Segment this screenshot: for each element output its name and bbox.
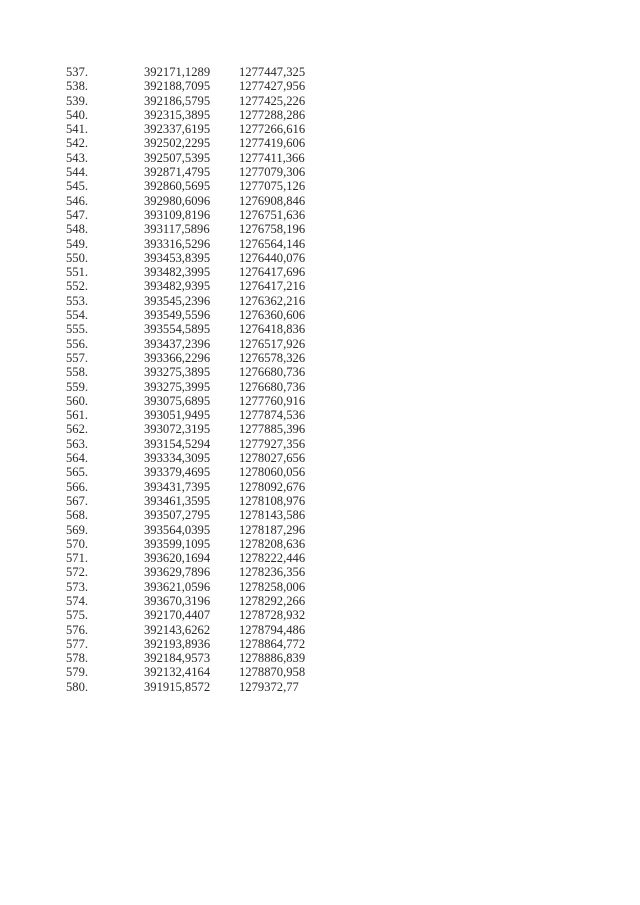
y-coordinate: 1276564,146 — [239, 236, 306, 251]
table-row — [66, 537, 339, 551]
x-coordinate: 393482,9395 — [144, 279, 211, 294]
y-coordinate: 1276680,736 — [239, 379, 306, 394]
x-coordinate: 392171,1289 — [144, 65, 211, 79]
table-row — [66, 194, 339, 208]
table-row — [66, 437, 339, 451]
point-number: 546. — [66, 193, 89, 208]
coordinate-table — [66, 65, 339, 694]
table-row — [66, 523, 339, 537]
x-coordinate: 393154,5294 — [144, 436, 211, 451]
table-row — [66, 408, 339, 422]
y-coordinate: 1277447,325 — [239, 65, 306, 79]
y-coordinate: 1278292,266 — [239, 593, 306, 608]
table-row — [66, 94, 339, 108]
point-number: 577. — [66, 636, 89, 651]
x-coordinate: 393334,3095 — [144, 451, 211, 466]
table-row — [66, 651, 339, 665]
point-number: 557. — [66, 350, 89, 365]
point-number: 572. — [66, 565, 89, 580]
table-row — [66, 179, 339, 193]
y-coordinate: 1277419,606 — [239, 136, 306, 151]
y-coordinate: 1278108,976 — [239, 493, 306, 508]
x-coordinate: 392193,8936 — [144, 636, 211, 651]
table-row — [66, 380, 339, 394]
table-row — [66, 351, 339, 365]
point-number: 555. — [66, 322, 89, 337]
y-coordinate: 1276578,326 — [239, 350, 306, 365]
y-coordinate: 1278060,056 — [239, 465, 306, 480]
y-coordinate: 1277874,536 — [239, 408, 306, 423]
x-coordinate: 392132,4164 — [144, 665, 211, 680]
point-number: 550. — [66, 250, 89, 265]
point-number: 574. — [66, 593, 89, 608]
point-number: 541. — [66, 122, 89, 137]
table-row — [66, 594, 339, 608]
table-row — [66, 208, 339, 222]
x-coordinate: 393554,5895 — [144, 322, 211, 337]
x-coordinate: 393461,3595 — [144, 493, 211, 508]
point-number: 553. — [66, 293, 89, 308]
point-number: 563. — [66, 436, 89, 451]
point-number: 559. — [66, 379, 89, 394]
point-number: 558. — [66, 365, 89, 380]
point-number: 551. — [66, 265, 89, 280]
table-row — [66, 494, 339, 508]
y-coordinate: 1277266,616 — [239, 122, 306, 137]
x-coordinate: 392184,9573 — [144, 651, 211, 666]
y-coordinate: 1278864,772 — [239, 636, 306, 651]
table-row — [66, 294, 339, 308]
table-row — [66, 480, 339, 494]
x-coordinate: 393109,8196 — [144, 207, 211, 222]
table-row — [66, 265, 339, 279]
table-row — [66, 222, 339, 236]
x-coordinate: 393437,2396 — [144, 336, 211, 351]
y-coordinate: 1277427,956 — [239, 79, 306, 94]
y-coordinate: 1277288,286 — [239, 107, 306, 122]
table-row — [66, 422, 339, 436]
table-row — [66, 251, 339, 265]
y-coordinate: 1277425,226 — [239, 93, 306, 108]
y-coordinate: 1278886,839 — [239, 651, 306, 666]
y-coordinate: 1277079,306 — [239, 165, 306, 180]
table-row — [66, 308, 339, 322]
table-row — [66, 136, 339, 150]
x-coordinate: 392871,4795 — [144, 165, 211, 180]
x-coordinate: 393117,5896 — [144, 222, 210, 237]
point-number: 570. — [66, 536, 89, 551]
x-coordinate: 393051,9495 — [144, 408, 211, 423]
point-number: 544. — [66, 165, 89, 180]
x-coordinate: 393431,7395 — [144, 479, 211, 494]
x-coordinate: 393629,7896 — [144, 565, 211, 580]
table-row — [66, 79, 339, 93]
point-number: 552. — [66, 279, 89, 294]
x-coordinate: 393275,3995 — [144, 379, 211, 394]
table-row — [66, 365, 339, 379]
table-row — [66, 565, 339, 579]
point-number: 578. — [66, 651, 89, 666]
x-coordinate: 392170,4407 — [144, 608, 211, 623]
x-coordinate: 392188,7095 — [144, 79, 211, 94]
x-coordinate: 393549,5596 — [144, 308, 211, 323]
table-row — [66, 394, 339, 408]
x-coordinate: 393075,6895 — [144, 393, 211, 408]
coordinate-table-body — [66, 65, 339, 694]
table-row — [66, 580, 339, 594]
point-number: 580. — [66, 679, 89, 694]
table-row — [66, 623, 339, 637]
table-row — [66, 237, 339, 251]
y-coordinate: 1276758,196 — [239, 222, 306, 237]
point-number: 539. — [66, 93, 89, 108]
x-coordinate: 393379,4695 — [144, 465, 211, 480]
y-coordinate: 1278027,656 — [239, 451, 306, 466]
table-row — [66, 122, 339, 136]
x-coordinate: 393599,1095 — [144, 536, 211, 551]
table-row — [66, 337, 339, 351]
y-coordinate: 1278187,296 — [239, 522, 306, 537]
point-number: 579. — [66, 665, 89, 680]
x-coordinate: 392186,5795 — [144, 93, 211, 108]
x-coordinate: 393620,1694 — [144, 551, 211, 566]
point-number: 538. — [66, 79, 89, 94]
y-coordinate: 1276517,926 — [239, 336, 306, 351]
x-coordinate: 393366,2296 — [144, 350, 211, 365]
y-coordinate: 1276360,606 — [239, 308, 306, 323]
y-coordinate: 1278794,486 — [239, 622, 306, 637]
table-row — [66, 551, 339, 565]
y-coordinate: 1278258,006 — [239, 579, 306, 594]
point-number: 568. — [66, 508, 89, 523]
x-coordinate: 393316,5296 — [144, 236, 211, 251]
y-coordinate: 1277760,916 — [239, 393, 306, 408]
point-number: 537. — [66, 65, 89, 79]
x-coordinate: 393621,0596 — [144, 579, 211, 594]
x-coordinate: 393453,8395 — [144, 250, 211, 265]
point-number: 575. — [66, 608, 89, 623]
y-coordinate: 1276417,216 — [239, 279, 306, 294]
y-coordinate: 1276908,846 — [239, 193, 306, 208]
x-coordinate: 392315,3895 — [144, 107, 211, 122]
point-number: 543. — [66, 150, 89, 165]
table-row — [66, 451, 339, 465]
point-number: 571. — [66, 551, 89, 566]
point-number: 542. — [66, 136, 89, 151]
point-number: 548. — [66, 222, 89, 237]
x-coordinate: 392860,5695 — [144, 179, 211, 194]
table-row — [66, 508, 339, 522]
x-coordinate: 393275,3895 — [144, 365, 211, 380]
table-row — [66, 665, 339, 679]
y-coordinate: 1278208,636 — [239, 536, 306, 551]
y-coordinate: 1276751,636 — [239, 207, 306, 222]
table-row — [66, 108, 339, 122]
table-row — [66, 151, 339, 165]
x-coordinate: 392507,5395 — [144, 150, 211, 165]
y-coordinate: 1278143,586 — [239, 508, 306, 523]
x-coordinate: 393507,2795 — [144, 508, 211, 523]
point-number: 561. — [66, 408, 89, 423]
y-coordinate: 1276680,736 — [239, 365, 306, 380]
point-number: 573. — [66, 579, 89, 594]
y-coordinate: 1277411,366 — [239, 150, 305, 165]
point-number: 549. — [66, 236, 89, 251]
y-coordinate: 1276417,696 — [239, 265, 306, 280]
y-coordinate: 1278092,676 — [239, 479, 306, 494]
x-coordinate: 393564,0395 — [144, 522, 211, 537]
y-coordinate: 1279372,77 — [239, 679, 299, 694]
x-coordinate: 392980,6096 — [144, 193, 211, 208]
y-coordinate: 1277927,356 — [239, 436, 306, 451]
point-number: 554. — [66, 308, 89, 323]
x-coordinate: 393670,3196 — [144, 593, 211, 608]
point-number: 545. — [66, 179, 89, 194]
point-number: 576. — [66, 622, 89, 637]
point-number: 564. — [66, 451, 89, 466]
y-coordinate: 1277885,396 — [239, 422, 306, 437]
table-row — [66, 465, 339, 479]
point-number: 569. — [66, 522, 89, 537]
x-coordinate: 393482,3995 — [144, 265, 211, 280]
y-coordinate: 1276440,076 — [239, 250, 306, 265]
y-coordinate: 1276362,216 — [239, 293, 306, 308]
point-number: 560. — [66, 393, 89, 408]
point-number: 540. — [66, 107, 89, 122]
point-number: 566. — [66, 479, 89, 494]
point-number: 567. — [66, 493, 89, 508]
y-coordinate: 1278222,446 — [239, 551, 306, 566]
point-number: 562. — [66, 422, 89, 437]
table-row — [66, 608, 339, 622]
table-row — [66, 322, 339, 336]
table-row — [66, 65, 339, 79]
y-coordinate: 1276418,836 — [239, 322, 306, 337]
point-number: 547. — [66, 207, 89, 222]
table-row — [66, 637, 339, 651]
table-row — [66, 165, 339, 179]
x-coordinate: 392502,2295 — [144, 136, 211, 151]
x-coordinate: 393072,3195 — [144, 422, 211, 437]
y-coordinate: 1278728,932 — [239, 608, 306, 623]
point-number: 565. — [66, 465, 89, 480]
table-row — [66, 680, 339, 694]
x-coordinate: 391915,8572 — [144, 679, 211, 694]
x-coordinate: 392337,6195 — [144, 122, 211, 137]
y-coordinate: 1278870,958 — [239, 665, 306, 680]
x-coordinate: 392143,6262 — [144, 622, 211, 637]
y-coordinate: 1277075,126 — [239, 179, 306, 194]
point-number: 556. — [66, 336, 89, 351]
x-coordinate: 393545,2396 — [144, 293, 211, 308]
y-coordinate: 1278236,356 — [239, 565, 306, 580]
table-row — [66, 279, 339, 293]
